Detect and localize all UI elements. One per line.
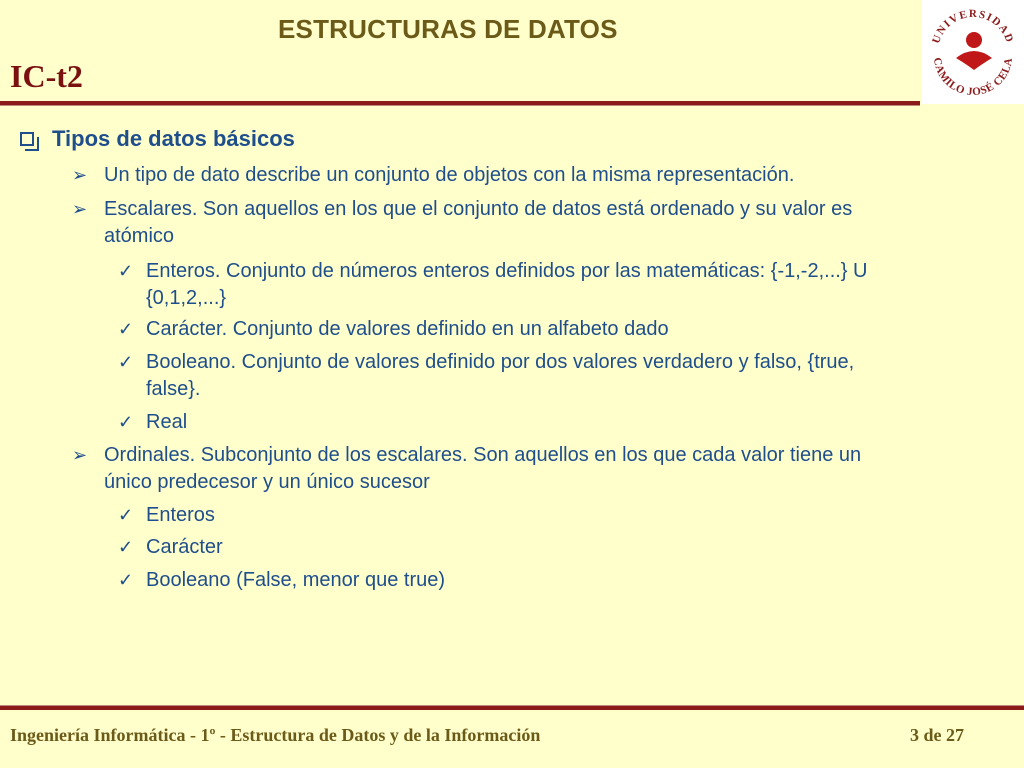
university-seal-icon (922, 0, 1024, 104)
page-number: 3 de 27 (910, 725, 964, 745)
arrow-bullet-icon: ➢ (72, 199, 88, 219)
top-divider (0, 101, 920, 106)
bottom-divider (0, 705, 1024, 710)
header-title: ESTRUCTURAS DE DATOS (278, 14, 618, 44)
svg-text:UNIVERSIDAD: UNIVERSIDAD (930, 7, 1016, 46)
checkmark-bullet-icon: ✓ (118, 319, 134, 339)
slide-code: IC-t2 (10, 58, 83, 94)
checkmark-bullet-icon: ✓ (118, 537, 134, 557)
svg-text:CAMILO JOSÉ CELA: CAMILO JOSÉ CELA (930, 56, 1016, 99)
footer-course-text: Ingeniería Informática - 1º - Estructura de Datos y de la Información (10, 725, 541, 745)
university-logo (922, 0, 1024, 104)
checkmark-bullet-icon: ✓ (118, 505, 134, 525)
arrow-bullet-icon: ➢ (72, 445, 88, 465)
checkbox-bullet-icon (20, 132, 34, 146)
checkmark-bullet-icon: ✓ (118, 412, 134, 432)
checkmark-bullet-icon: ✓ (118, 570, 134, 590)
arrow-bullet-icon: ➢ (72, 165, 88, 185)
section-heading (20, 126, 295, 152)
section-heading-text: Tipos de datos básicos (52, 126, 295, 151)
checkmark-bullet-icon: ✓ (118, 352, 134, 372)
checkmark-bullet-icon: ✓ (118, 261, 134, 281)
